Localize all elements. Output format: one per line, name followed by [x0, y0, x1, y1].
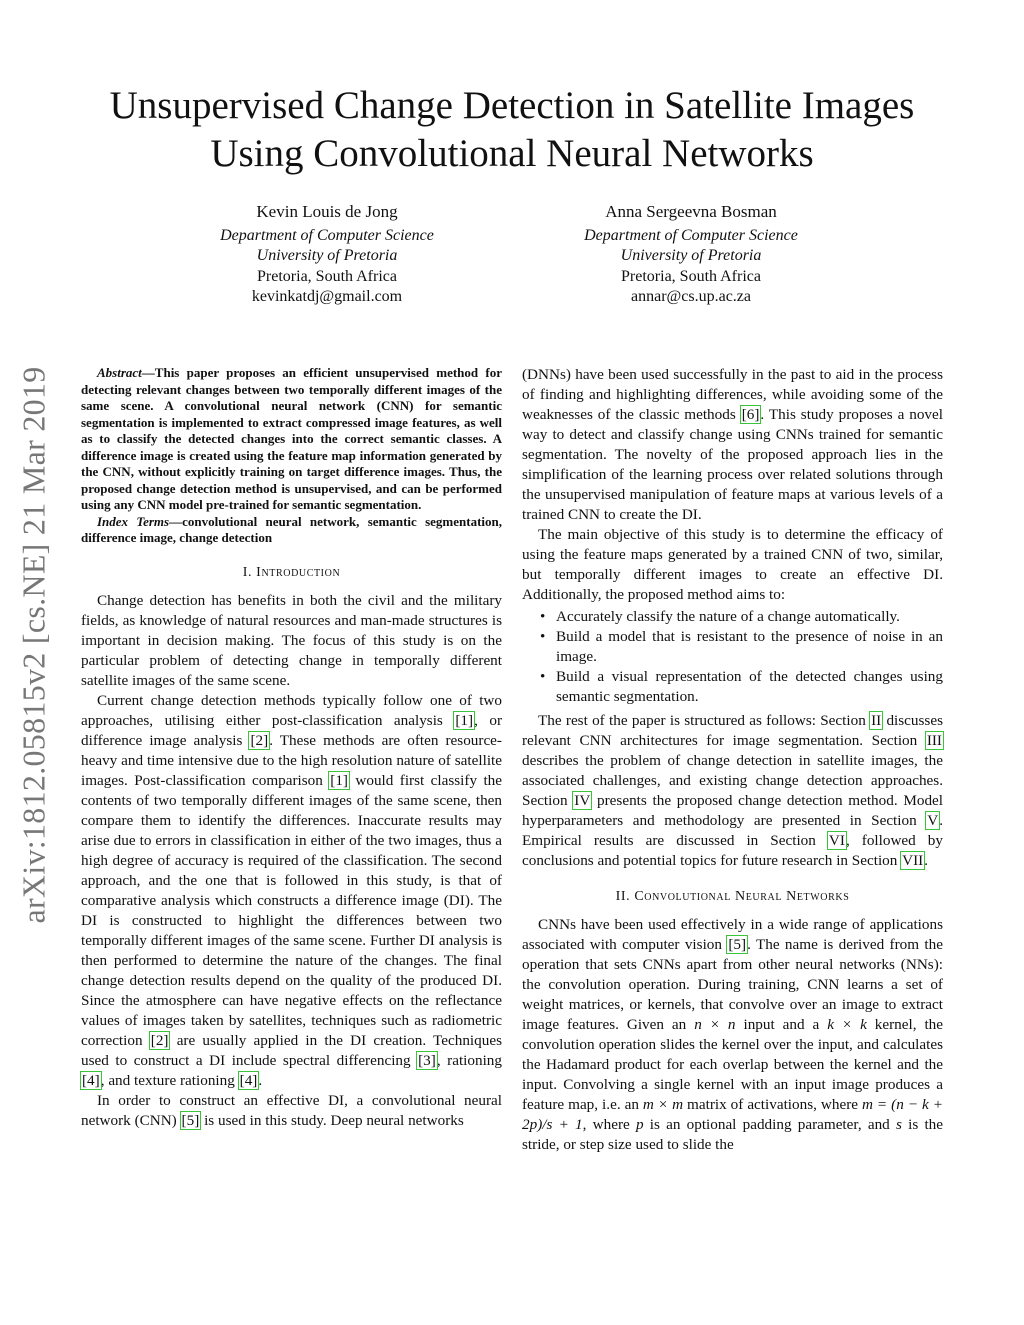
intro-paragraph-1: Change detection has benefits in both the civil and the military fields, as knowledge of natural resources and man-made structures is important in decision making. The focus of this study is on the particular problem of detecting change in temporally different satellite images of the same scene. [81, 591, 502, 689]
author-block-2 [531, 202, 851, 308]
author-university: University of Pretoria [620, 247, 762, 264]
paper-title [40, 82, 984, 178]
list-item: • Build a model that is resistant to the presence of noise in an image. [522, 627, 943, 667]
index-terms-text: —convolutional neural network, semantic segmentation, difference image, change detection [81, 513, 502, 545]
index-terms [81, 514, 502, 547]
abstract-text: —This paper proposes an efficient unsupervised method for detecting relevant changes between two temporally different images of the same scene. A convolutional neural network (CNN) for semantic segmentation is implemented to extract compressed image features, as well as to classify the detected changes into the correct semantic classes. A difference image is created using the feature map information generated by the CNN, without explicitly training on target difference images. Thus, the proposed change detection method is unsupervised, and can be performed using any CNN model pre-trained for semantic segmentation. [81, 365, 502, 512]
author-block-1 [167, 202, 487, 308]
author-university: University of Pretoria [256, 247, 398, 264]
intro-paragraph-6: The rest of the paper is structured as follows: Section II discusses relevant CNN architectures for image segmentation. Section III describes the problem of change detection in satellite images, the associated challenges, and existing change detection approaches. Section IV presents the proposed change detection method. Model hyperparameters and methodology are presented in Section V. Empirical results are discussed in Section VI, followed by conclusions and potential topics for future research in Section VII. [522, 712, 944, 869]
left-column [81, 365, 502, 1131]
math-expression: m = (n − k + 2p)/s + 1 [522, 1096, 943, 1133]
list-item: • Accurately classify the nature of a change automatically. [522, 607, 943, 627]
intro-paragraph-3: In order to construct an effective DI, a convolutional neural network (CNN) [5] is used in this study. Deep neural networks [81, 1091, 502, 1129]
citation-link[interactable]: [4] [82, 1071, 100, 1089]
citation-link[interactable]: [5] [728, 936, 747, 953]
abstract-label: Abstract [97, 365, 142, 380]
arxiv-stamp [14, 350, 54, 940]
title-line-1: Unsupervised Change Detection in Satellite Images [109, 84, 915, 127]
math-expression: p [635, 1116, 644, 1133]
author-department: Department of Computer Science [220, 226, 434, 244]
section-link[interactable]: VII [902, 852, 924, 869]
author-email[interactable]: annar@cs.up.ac.za [631, 288, 751, 305]
title-line-2: Using Convolutional Neural Networks [210, 132, 814, 175]
section-link[interactable]: IV [574, 792, 591, 809]
author-department: Department of Computer Science [584, 226, 798, 244]
author-name: Kevin Louis de Jong [256, 202, 398, 221]
section-heading-cnn: II. Convolutional Neural Networks [615, 889, 850, 904]
citation-link[interactable]: [4] [239, 1071, 258, 1089]
cnn-paragraph-1: CNNs have been used effectively in a wide range of applications associated with computer vision [5]. The name is derived from the operation that sets CNNs apart from other neural networks (NNs): the convolution operation. During training, CNN learns a set of weight matrices, or kernels, that convolve over an image to extract image features. Given an n × n input and a k × k kernel, the convolution operation slides the kernel over the input, and calculates the Hadamard product for each overlap between the kernel and the input. Convolving a single kernel with an input image produces a feature map, i.e. an m × m matrix of activations, where m = (n − k + 2p)/s + 1, where p is an optional padding parameter, and s is the stride, or step size used to slide the [522, 916, 944, 1153]
math-expression: n × n [694, 1016, 736, 1033]
citation-link[interactable]: [1] [330, 771, 348, 789]
citation-link[interactable]: [2] [250, 731, 269, 749]
index-terms-label: Index Terms [97, 513, 170, 529]
intro-paragraph-2: Current change detection methods typically follow one of two approaches, utilising either post-classification analysis [1], or difference image analysis [2]. These methods are often resource-heavy and time intensive due to the high resolution nature of satellite images. Post-classification comparison [1] would first classify the contents of two temporally different images of the same scene, then compare them to identify the differences. Inaccurate results may arise due to errors in classification in either of the two images, thus a high degree of accuracy is required of the classification. The second approach, and the one that is followed in this study, is that of comparative analysis which constructs a difference image (DI). The DI is constructed to highlight the differences between two temporally different images of the same scene. Further DI analysis is then performed to determine the nature of the changes. The final change detection results depend on the quality of the produced DI. Since the atmosphere can have negative effects on the reflectance values of images taken by satellites, techniques such as radiometric correction [2] are usually applied in the DI creation. Techniques used to construct a DI include spectral differencing [3], rationing [4], and texture rationing [4]. [81, 691, 502, 1089]
intro-paragraph-4: (DNNs) have been used successfully in the past to aid in the process of finding and highlighting differences, while avoiding some of the weaknesses of the classic methods [6]. This study proposes a novel way to detect and classify change using CNNs trained for semantic segmentation. The novelty of the proposed approach lies in the simplification of the learning process over related solutions through the unsupervised manipulation of feature maps at various levels of a trained CNN to create the DI. [522, 366, 943, 523]
author-name: Anna Sergeevna Bosman [605, 202, 777, 221]
arxiv-stamp-text: arXiv:1812.05815v2 [cs.NE] 21 Mar 2019 [15, 366, 52, 924]
citation-link[interactable]: [5] [181, 1111, 200, 1129]
citation-link[interactable]: [2] [150, 1031, 169, 1049]
section-heading-introduction: I. Introduction [242, 564, 341, 580]
math-expression: s [895, 1116, 902, 1133]
math-expression: m × m [642, 1096, 684, 1113]
author-location: Pretoria, South Africa [257, 267, 397, 285]
right-column [522, 365, 943, 1155]
section-link[interactable]: VI [828, 832, 845, 849]
abstract [81, 365, 502, 514]
intro-paragraph-5: The main objective of this study is to determine the efficacy of using the feature maps generated by a trained CNN of two, similar, but temporally different images to create an effective DI. Additionally, the proposed method aims to: [522, 526, 943, 603]
section-link[interactable]: III [926, 732, 942, 749]
section-link[interactable]: V [927, 812, 939, 829]
math-expression: k × k [827, 1016, 867, 1033]
author-email[interactable]: kevinkatdj@gmail.com [251, 288, 403, 305]
objectives-list [522, 607, 943, 707]
section-link[interactable]: II [871, 712, 882, 729]
citation-link[interactable]: [3] [418, 1051, 436, 1069]
author-location: Pretoria, South Africa [621, 267, 761, 285]
list-item: • Build a visual representation of the detected changes using semantic segmentation. [522, 667, 943, 707]
citation-link[interactable]: [6] [741, 406, 760, 423]
citation-link[interactable]: [1] [455, 711, 474, 729]
